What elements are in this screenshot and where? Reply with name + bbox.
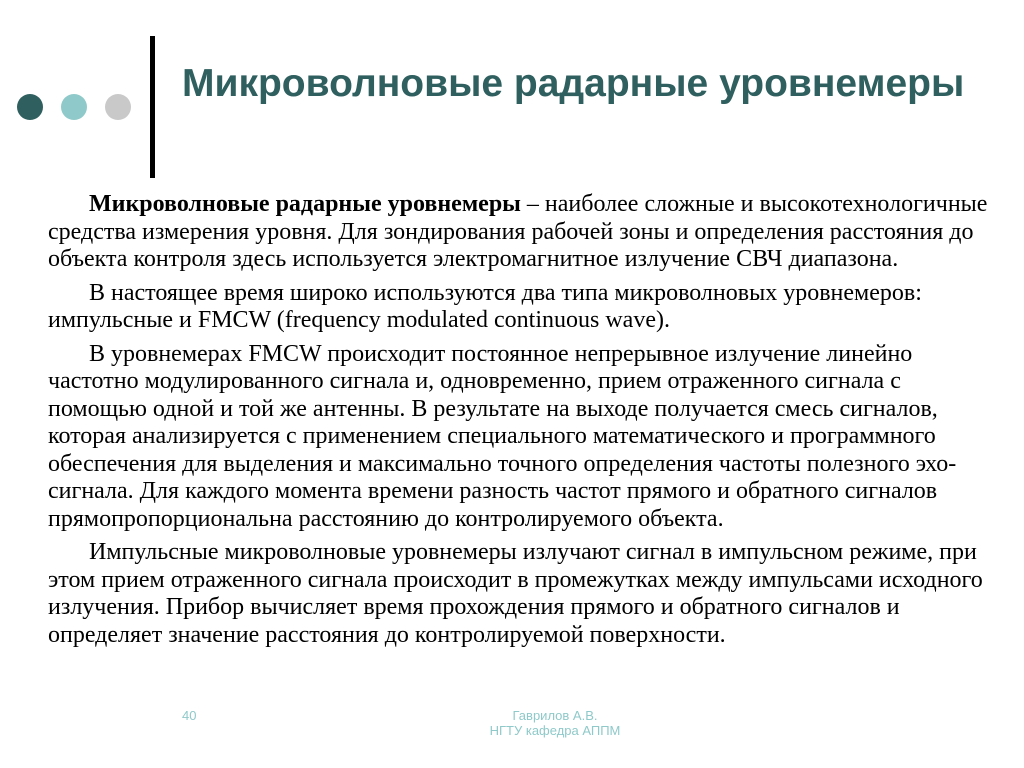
paragraph-3: В уровнемерах FMCW происходит постоянное непрерывное излучение линейно частотно модулированного сигнала и, одновременно, прием отраженного сигнала с помощью одной и той же антенны. В результате на выходе получается смесь сигналов, которая анализируется с применением специального математического и программного обеспечения для выделения и максимально точного определения частоты полезного эхо-сигнала. Для каждого момента времени разность частот прямого и обратного сигналов прямопропорциональна расстоянию до контролируемого объекта. bbox=[48, 340, 957, 532]
slide-title: Микроволновые радарные уровнемеры bbox=[182, 62, 965, 105]
footer-author bbox=[455, 708, 655, 738]
decor-dot-gray bbox=[105, 94, 131, 120]
decor-dot-dark bbox=[17, 94, 43, 120]
paragraph-2: В настоящее время широко используются два типа микроволновых уровнемеров: импульсные и FMCW (frequency modulated continuous wave). bbox=[48, 279, 922, 333]
page-number: 40 bbox=[182, 708, 197, 723]
paragraph-1-lead: Микроволновые радарные уровнемеры bbox=[89, 191, 521, 217]
slide-body bbox=[48, 191, 988, 655]
paragraph-1-text: – наиболее сложные и высокотехнологичные средства измерения уровня. Для зондирования рабочей зоны и определения расстояния до объекта контроля здесь используется электромагнитное излучение СВЧ диапазона. bbox=[48, 191, 988, 272]
decor-dot-light bbox=[61, 94, 87, 120]
title-divider bbox=[150, 36, 155, 178]
footer-department: НГТУ кафедра АППМ bbox=[489, 723, 621, 738]
paragraph-1 bbox=[48, 191, 988, 274]
paragraph-4: Импульсные микроволновые уровнемеры излучают сигнал в импульсном режиме, при этом прием отраженного сигнала происходит в промежутках между импульсами исходного излучения. Прибор вычисляет время прохождения прямого и обратного сигналов и определяет значение расстояния до контролируемой поверхности. bbox=[48, 539, 983, 648]
footer-author-name: Гаврилов А.В. bbox=[512, 708, 598, 723]
